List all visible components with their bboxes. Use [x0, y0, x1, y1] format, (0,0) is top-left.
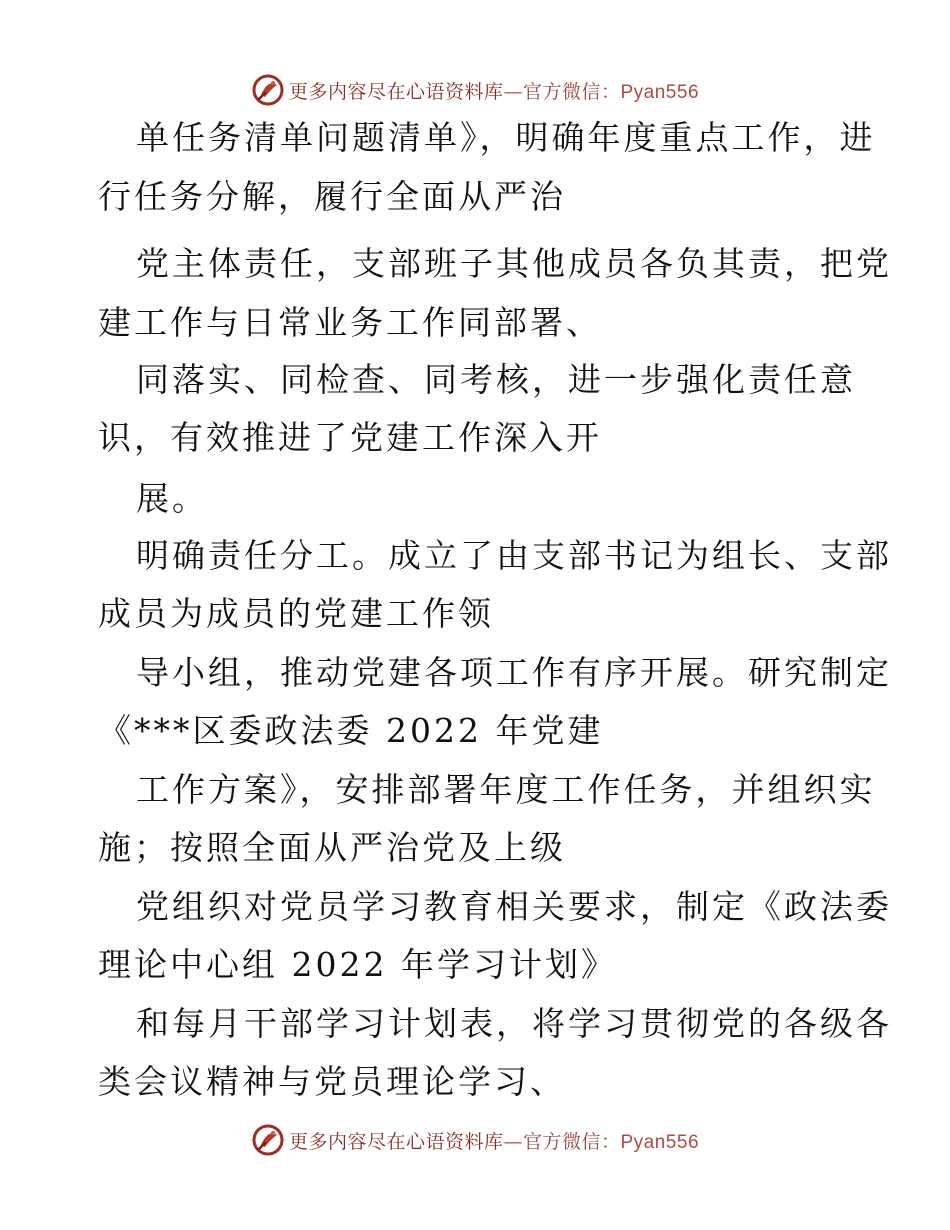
footer-account: Pyan556: [620, 1131, 700, 1153]
text-line: 展。: [136, 479, 208, 518]
header-account: Pyan556: [620, 81, 700, 103]
logo-icon: [251, 1123, 285, 1157]
text-line: 单任务清单问题清单》，明确年度重点工作，进: [136, 118, 876, 157]
text-line: 理论中心组 2022 年学习计划》: [98, 945, 617, 984]
text-line: 行任务分解，履行全面从严治: [98, 177, 566, 216]
footer-brand: 更多内容尽在心语资料库: [288, 1130, 504, 1153]
text-line: 和每月干部学习计划表，将学习贯彻党的各级各: [136, 1004, 892, 1043]
footer-wechat-label: 官方微信：: [522, 1130, 621, 1153]
footer-watermark-banner: [0, 1120, 950, 1160]
text-line: 识，有效推进了党建工作深入开: [98, 418, 602, 457]
text-line: 党组织对党员学习教育相关要求，制定《政法委: [136, 887, 892, 926]
header-dash: —: [503, 80, 523, 103]
header-wechat-label: 官方微信：: [522, 80, 621, 103]
header-brand: 更多内容尽在心语资料库: [288, 80, 504, 103]
text-line: 明确责任分工。成立了由支部书记为组长、支部: [136, 536, 892, 575]
text-line: 建工作与日常业务工作同部署、: [98, 303, 602, 342]
footer-dash: —: [503, 1130, 523, 1153]
footer-watermark-text: [289, 1127, 699, 1154]
text-line: 施；按照全面从严治党及上级: [98, 828, 566, 867]
text-line: 成员为成员的党建工作领: [98, 594, 494, 633]
text-line: 党主体责任，支部班子其他成员各负其责，把党: [136, 244, 892, 283]
logo-icon: [251, 73, 285, 107]
text-line: 导小组，推动党建各项工作有序开展。研究制定: [136, 653, 892, 692]
text-line: 同落实、同检查、同考核，进一步强化责任意: [136, 360, 856, 399]
text-line: 《***区委政法委 2022 年党建: [98, 711, 604, 750]
header-watermark-banner: [0, 70, 950, 110]
text-line: 工作方案》，安排部署年度工作任务，并组织实: [136, 770, 876, 809]
text-line: 类会议精神与党员理论学习、: [98, 1062, 566, 1101]
header-watermark-text: [289, 77, 699, 104]
